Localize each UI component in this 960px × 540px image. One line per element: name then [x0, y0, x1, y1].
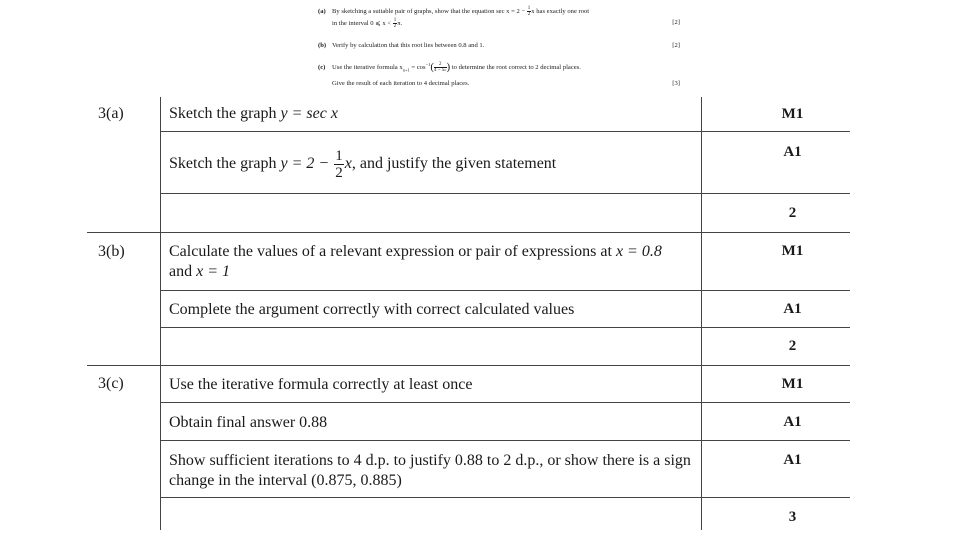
question-part-a-line2: in the interval 0 ⩽ x < $\frac{1}{2}$ π. — [332, 18, 403, 29]
row-divider — [160, 327, 850, 328]
question-part-a-line1: (a) By sketching a suitable pair of graphs, show that the equation sec x = 2 − $\frac{1}{2}$ x has exactly one root — [318, 6, 590, 17]
fraction-half: $\frac{1}{2}$ — [393, 18, 397, 29]
fraction-iterative: $\frac{2}{\text{4 − xₙ}}$ — [434, 61, 447, 73]
total-3c: 3 — [788, 509, 797, 525]
criterion-3a-2: Sketch the graph y = 2 − $\frac{1}{2}$ x, and justify the given statement — [169, 148, 557, 181]
criterion-3c-3: Show sufficient iterations to 4 d.p. to justify 0.88 to 2 d.p., or show there is a sign change in the interval (0.875, 0.885) — [169, 452, 691, 489]
row-divider — [160, 193, 850, 194]
row-divider — [160, 290, 850, 291]
question-part-b: (b) Verify by calculation that this root lies between 0.8 and 1. — [318, 42, 485, 49]
mark-3c-1: M1 — [781, 376, 804, 392]
criterion-3b-1: Calculate the values of a relevant expression or pair of expressions at x = 0.8 and x = 1 — [169, 243, 662, 280]
row-divider — [160, 497, 850, 498]
part-c-label: (c) — [318, 63, 326, 71]
row-divider — [160, 131, 850, 132]
part-c-marks: [3] — [672, 80, 680, 87]
question-label-3a: 3(a) — [98, 105, 124, 122]
part-b-marks: [2] — [672, 42, 680, 49]
fraction-half: $\frac{1}{2}$ — [527, 6, 531, 17]
mark-3b-2: A1 — [783, 301, 802, 317]
column-divider — [160, 97, 161, 530]
criterion-3b-2: Complete the argument correctly with correct calculated values — [169, 301, 575, 318]
mark-3a-1: M1 — [781, 106, 804, 122]
question-label-3c: 3(c) — [98, 375, 124, 392]
fraction-half: $\frac{1}{2}$ — [335, 148, 343, 181]
row-divider — [160, 402, 850, 403]
total-3a: 2 — [788, 205, 797, 221]
total-3b: 2 — [788, 338, 797, 354]
part-a-marks: [2] — [672, 19, 680, 26]
criterion-3c-1: Use the iterative formula correctly at least once — [169, 376, 473, 393]
part-a-label: (a) — [318, 8, 326, 16]
question-part-c-line1: (c) Use the iterative formula $x_{n+1} = \cos^{-1}$( $\frac{2}{\text{4 − xₙ}}$ ) to determine the root correct to 2 decimal places. — [318, 61, 581, 73]
question-part-c-line2: Give the result of each iteration to 4 decimal places. — [332, 80, 470, 87]
part-b-label: (b) — [318, 42, 327, 49]
mark-3a-2: A1 — [783, 144, 802, 160]
question-label-3b: 3(b) — [98, 243, 125, 260]
mark-3c-2: A1 — [783, 414, 802, 430]
section-divider — [87, 232, 850, 233]
section-divider — [87, 365, 850, 366]
mark-3b-1: M1 — [781, 243, 804, 259]
criterion-3c-2: Obtain final answer 0.88 — [169, 414, 328, 431]
criterion-3a-1: Sketch the graph y = sec x — [169, 105, 338, 122]
row-divider — [160, 440, 850, 441]
mark-3c-3: A1 — [783, 452, 802, 468]
